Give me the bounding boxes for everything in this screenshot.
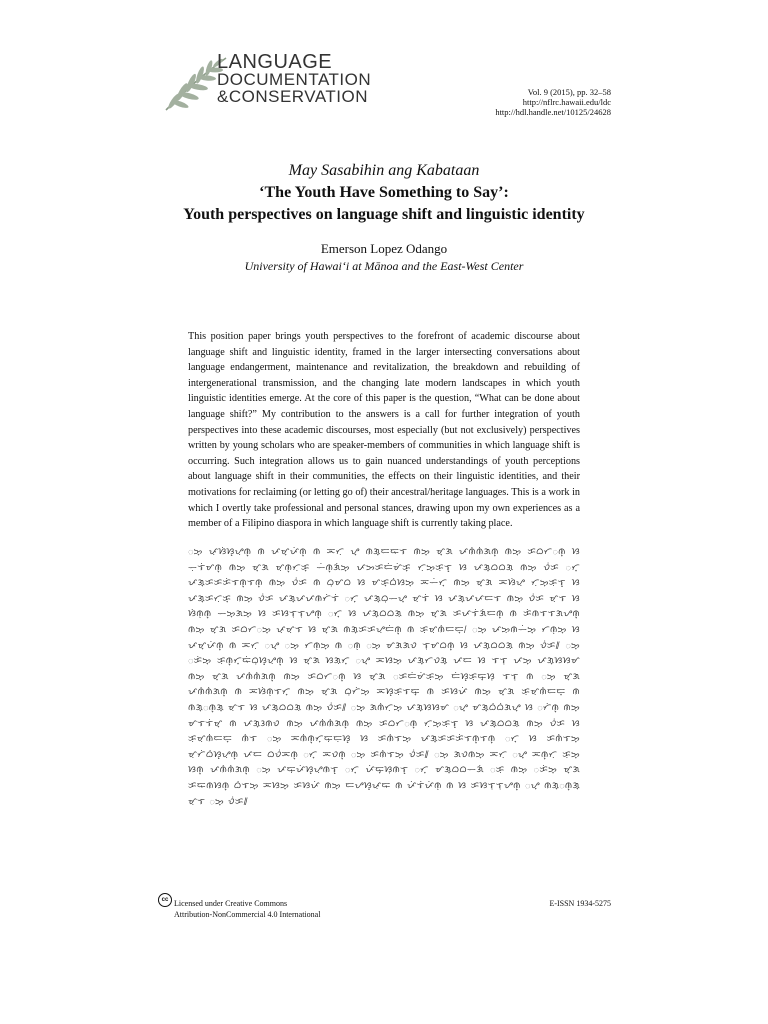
abstract-english: This position paper brings youth perspectives to the forefront of academic discourse about language shift and linguistic identity, framed in the larger intersecting conversations about language endangerment, maintenance and revitalization, the breakdown and rebuilding of intergenerational transmission, and the changing late modern landscapes in which youth linguistic identities emerge. At the core of this paper is the question, “What can be done about language shift?” My contribution to the answers is a call for further integration of youth perspectives into these academic discourses, most especially (but not exclusively) perspectives written by young scholars who are speaker-members of communities in which language shift is occurring. Such integration allows us to gain nuanced understandings of youth perceptions about language shift in their communities, the effects on their linguistic identities, and their motivations for reclaiming (or letting go of) their ancestral/heritage languages. This is a work in which I overtly take professional and personal stances, drawing upon my own experiences as a member of a Filipino diaspora in which language shift is currently taking place.: [188, 331, 580, 530]
license-line-1: Licensed under Creative Commons: [174, 899, 288, 908]
volume-info: Vol. 9 (2015), pp. 32–58: [527, 87, 611, 97]
eissn: E-ISSN 1934-5275: [549, 899, 611, 908]
title-block: [0, 160, 768, 274]
journal-logo: [160, 51, 375, 114]
handle-url[interactable]: http://hdl.handle.net/10125/24628: [495, 107, 611, 117]
abstract-baybayin: ᜀᜅ᜔ ᜉᜓᜐᜒᜐ᜔ᜌᜓᜈ᜔ ᜈ ᜉᜋ᜔ᜉᜒᜈ᜔ ᜈ ᜁᜆᜓ ᜌ᜔ ᜈᜄ᜔ᜇᜍᜎ ᜈᜅ᜔ ᜋ᜔ᜄ ᜉᜈᜒᜈᜒᜄᜈ᜔ ᜈᜅ᜔ ᜃᜊᜆᜀᜈ᜔ ᜐ ᜑᜓᜎᜒᜋᜈ᜔ ᜈᜅ᜔ ᜋ᜔ᜄ ᜋᜓᜈ᜔ᜆᜓᜃ᜔ ᜑᜒᜈ᜔ᜄᜒᜅ᜔ ᜉᜅᜃᜇᜒᜋᜒᜃ᜔ ᜆᜓᜅ᜔ᜃᜓᜎ᜔ ᜐ ᜉᜄ᜔ᜊᜊᜄᜓ ᜈᜅ᜔ ᜏᜒᜃ ᜀᜆ᜔ ᜉᜄ᜔ᜃᜃᜃᜒᜎᜈ᜔ᜎᜈ᜔ ᜈᜅ᜔ ᜏᜒᜃ ᜈ ᜊᜓᜋᜊ ᜐ ᜋᜃ᜔ᜊᜒᜐᜅ᜔ ᜁᜑᜒᜆ᜔ ᜈᜅ᜔ ᜋ᜔ᜄ ᜁᜐᜒᜌᜓ ᜆᜓᜅ᜔ᜃᜓᜎ᜔ ᜐ ᜉᜄ᜔ᜃᜆᜓᜃ᜔ ᜈᜅ᜔ ᜏᜒᜃ ᜉᜄ᜔ᜉᜉᜈᜆᜒᜎᜒ ᜀᜆ᜔ ᜉᜄ᜔ᜊᜓᜑᜌ᜔ ᜋᜓᜎᜒ ᜐ ᜉᜄ᜔ᜉᜉᜇᜎ ᜈᜅ᜔ ᜏᜒᜃ ᜋᜓᜎ ᜐ ᜐᜒᜈᜓᜈ᜔ ᜑᜅ᜔ᜄᜅ᜔ ᜐ ᜃᜐᜎᜓᜎᜓᜌᜈ᜔ ᜀᜆ᜔ ᜐ ᜉᜄ᜔ᜊᜊᜄᜓ ᜈᜅ᜔ ᜋ᜔ᜄ ᜃᜉᜎᜒᜄᜒᜇᜈ᜔ ᜈ ᜃᜒᜈᜎᜎᜄᜌᜈ᜔ ᜈᜅ᜔ ᜋ᜔ᜄ ᜃᜊᜆᜀᜅ᜔ ᜉᜓᜋᜓᜎ ᜐ ᜋ᜔ᜄ ᜈᜄ᜔ᜃᜃᜌᜓᜇᜒᜈ᜔ ᜈ ᜃᜓᜋᜓᜈᜒᜇᜇ᜔᜵ ᜀᜅ᜔ ᜉᜅᜓᜈᜑᜒᜅ᜔ ᜆᜈᜓᜅ᜔ ᜐ ᜉᜋ᜔ᜉᜒᜈ᜔ ᜈ ᜁᜆᜓ ᜀᜌ᜔ ᜀᜅ᜔ ᜆᜈᜓᜅ᜔ ᜈ ᜀᜈᜓ ᜀᜅ᜔ ᜋᜄᜄᜏ ᜎᜓᜋᜊᜈ᜔ ᜐ ᜉᜄ᜔ᜊᜊᜄᜓ ᜈᜅ᜔ ᜏᜒᜃ᜶ ᜀᜅ᜔ ᜀᜃᜒᜅ᜔ ᜃᜓᜈ᜔ᜆ᜔ᜍᜒᜊᜓᜐ᜔ᜌᜓᜈ᜔ ᜐ ᜋ᜔ᜄ ᜐᜄᜓᜆ᜔ ᜀᜌ᜔ ᜁᜐᜅ᜔ ᜉᜄ᜔ᜆᜏᜄ᜔ ᜉᜇ ᜐ ᜎᜎᜓ ᜉᜅ᜔ ᜉᜄ᜔ᜐᜐᜋ ᜈᜅ᜔ ᜋ᜔ᜄ ᜉᜈᜒᜈᜒᜄᜈ᜔ ᜈᜅ᜔ ᜃᜊᜆᜀᜈ᜔ ᜐ ᜋ᜔ᜄ ᜀᜃᜇᜒᜋᜒᜃᜓᜅ᜔ ᜇᜒᜐ᜔ᜃᜓᜍ᜔ᜐᜓ ᜎᜎᜓ ᜈ ᜀᜅ᜔ ᜋ᜔ᜄ ᜉᜈᜒᜈᜒᜄᜈ᜔ ᜈ ᜁᜐᜒᜈᜓᜎᜆ᜔ ᜈᜅ᜔ ᜋ᜔ᜄ ᜊᜓᜆᜒᜅ᜔ ᜁᜐ᜔ᜃᜓᜎᜍ᜔ ᜈ ᜃᜐᜉᜒ ᜈᜅ᜔ ᜋ᜔ᜄ ᜃᜓᜋᜓᜈᜒᜇᜇ᜔ ᜈ ᜈᜄ᜔ᜀᜈ᜔ᜄ᜔ ᜋᜓᜎ ᜐ ᜉᜄ᜔ᜊᜊᜄᜓ ᜈᜅ᜔ ᜏᜒᜃ᜶ ᜀᜅ᜔ ᜄᜈᜒᜆᜓᜅ᜔ ᜉᜄ᜔ᜐᜐᜋ ᜀᜌ᜔ ᜋᜄ᜔ᜊᜒᜊᜒᜄᜌ᜔ ᜐ ᜀᜆᜒᜈ᜔ ᜈᜅ᜔ ᜋᜎᜎᜒᜋ᜔ ᜈ ᜉᜄ᜔ᜂᜈᜏ ᜈᜅ᜔ ᜉᜈᜒᜈᜒᜄᜈ᜔ ᜈᜅ᜔ ᜃᜊᜆᜀᜈ᜔ ᜆᜓᜅ᜔ᜃᜓᜎ᜔ ᜐ ᜉᜄ᜔ᜊᜊᜄᜓ ᜈᜅ᜔ ᜏᜒᜃ ᜐ ᜃᜓᜋᜓᜈᜒᜇᜇ᜔ ᜈᜒᜎ ᜀᜅ᜔ ᜁᜈᜒᜈ᜔ᜆ᜔ᜍᜓᜇᜓᜐ᜔ ᜐ ᜃᜈᜒᜎᜅ᜔ ᜉᜄ᜔ᜃᜃᜃᜒᜎᜈ᜔ᜎᜈ᜔ ᜀᜆ᜔ ᜐ ᜃᜈᜒᜎᜅ᜔ ᜋᜓᜆᜒᜊᜒᜐ᜔ᜌᜓᜈ᜔ ᜉᜇ ᜊᜏᜒᜁᜈ᜔ ᜀᜆ᜔ ᜁᜏᜈ᜔ ᜀᜅ᜔ ᜃᜈᜒᜎᜅ᜔ ᜏᜒᜃ᜶ ᜀᜅ᜔ ᜄᜏᜈᜅ᜔ ᜁᜆᜓ ᜀᜌ᜔ ᜁᜈ᜔ᜆᜓ ᜃᜓᜅ᜔ ᜐᜈ᜔ ᜉᜈᜒᜈᜒᜄᜈ᜔ ᜀᜅ᜔ ᜉᜍᜓᜉᜒᜐ᜔ᜌᜓᜈᜎ᜔ ᜀᜆ᜔ ᜉᜒᜍ᜔ᜐᜓᜈᜎ᜔ ᜀᜆ᜔ ᜋᜄ᜔ᜊᜊᜑᜄᜒ ᜀᜃᜓ ᜈᜅ᜔ ᜀᜃᜒᜅ᜔ ᜋ᜔ᜄ ᜃᜍᜈᜐᜈ᜔ ᜊᜒᜎᜅ᜔ ᜁᜐᜅ᜔ ᜃᜐᜉᜒ ᜈᜅ᜔ ᜇᜌᜐ᜔ᜉᜓᜍ ᜈ ᜉᜒᜎᜒᜉᜒᜈᜓ ᜈ ᜐ ᜃᜐᜎᜓᜎᜓᜌᜈ᜔ ᜀᜌ᜔ ᜈᜄ᜔ᜀᜈ᜔ᜄ᜔ ᜋᜓᜎ ᜀᜅ᜔ ᜏᜒᜃ᜶: [188, 547, 580, 807]
author-affiliation: University of Hawai‘i at Mānoa and the East-West Center: [244, 259, 524, 273]
title-tagalog: May Sasabihin ang Kabataan: [288, 162, 480, 179]
title-translation: ‘The Youth Have Something to Say’:: [259, 184, 509, 201]
publication-meta: [495, 87, 611, 117]
logo-line-3: &CONSERVATION: [217, 87, 369, 106]
logo-line-1: LANGUAGE: [217, 51, 333, 73]
license-line-2: Attribution-NonCommercial 4.0 International: [174, 910, 321, 919]
journal-url[interactable]: http://nflrc.hawaii.edu/ldc: [522, 97, 611, 107]
title-subtitle: Youth perspectives on language shift and linguistic identity: [183, 206, 585, 223]
author-name: Emerson Lopez Odango: [320, 241, 448, 256]
logo-line-2: DOCUMENTATION: [217, 70, 372, 89]
creative-commons-icon[interactable]: cc: [158, 893, 172, 907]
